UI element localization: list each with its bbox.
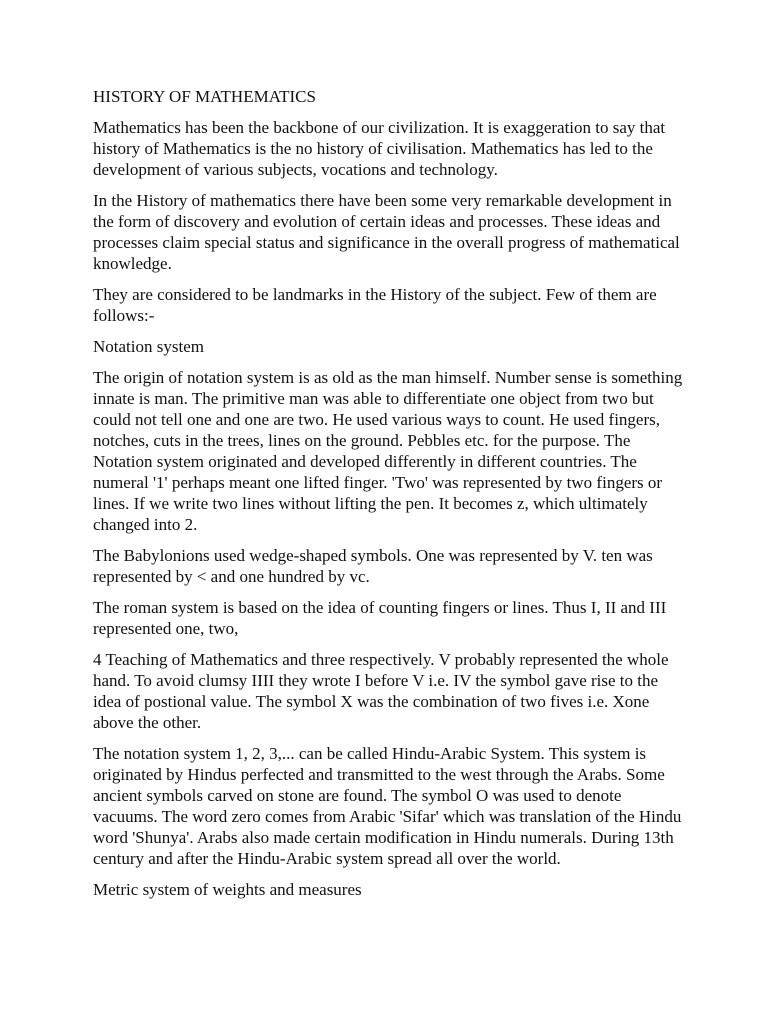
- notation-paragraph-2: The Babylonions used wedge-shaped symbols. One was represented by V. ten was represented by < and one hundred by vc.: [93, 546, 653, 586]
- notation-paragraph-3: The roman system is based on the idea of counting fingers or lines. Thus I, II and III represented one, two,: [93, 598, 667, 638]
- intro-paragraph-1: Mathematics has been the backbone of our civilization. It is exaggeration to say that history of Mathematics is the no history of civilisation. Mathematics has led to the development of various subjects, vocations and technology.: [93, 118, 666, 179]
- section-heading-metric: Metric system of weights and measures: [93, 880, 362, 899]
- notation-paragraph-5: The notation system 1, 2, 3,... can be called Hindu-Arabic System. This system is originated by Hindus perfected and transmitted to the west through the Arabs. Some ancient symbols carved on stone are found. The symbol O was used to denote vacuums. The word zero comes from Arabic 'Sifar' which was translation of the Hindu word 'Shunya'. Arabs also made certain modification in Hindu numerals. During 13th century and after the Hindu-Arabic system spread all over the world.: [93, 744, 682, 868]
- intro-paragraph-2: In the History of mathematics there have been some very remarkable development in the form of discovery and evolution of certain ideas and processes. These ideas and processes claim special status and significance in the overall progress of mathematical knowledge.: [93, 191, 680, 273]
- page-title: HISTORY OF MATHEMATICS: [93, 87, 316, 106]
- section-heading-notation: Notation system: [93, 337, 204, 356]
- document-page: [93, 86, 683, 910]
- notation-paragraph-1: The origin of notation system is as old as the man himself. Number sense is something innate is man. The primitive man was able to differentiate one object from two but could not tell one and one are two. He used various ways to count. He used fingers, notches, cuts in the trees, lines on the ground. Pebbles etc. for the purpose. The Notation system originated and developed differently in different countries. The numeral '1' perhaps meant one lifted finger. 'Two' was represented by two fingers or lines. If we write two lines without lifting the pen. It becomes z, which ultimately changed into 2.: [93, 368, 683, 534]
- intro-paragraph-3: They are considered to be landmarks in the History of the subject. Few of them are follows:-: [93, 285, 657, 325]
- notation-paragraph-4: 4 Teaching of Mathematics and three respectively. V probably represented the whole hand. To avoid clumsy IIII they wrote I before V i.e. IV the symbol gave rise to the idea of postional value. The symbol X was the combination of two fives i.e. Xone above the other.: [93, 650, 669, 732]
